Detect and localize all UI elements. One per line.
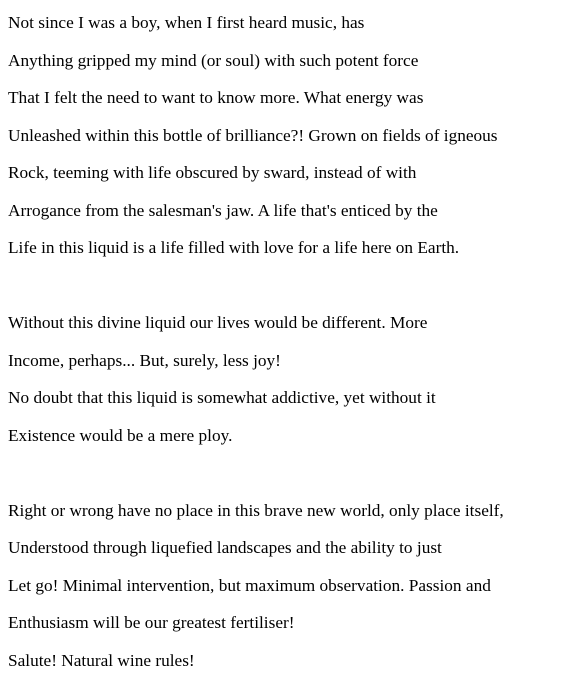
poem-line: Let go! Minimal intervention, but maximum observation. Passion and xyxy=(8,567,578,605)
poem-line: Salute! Natural wine rules! xyxy=(8,642,578,679)
poem-line: Right or wrong have no place in this brave new world, only place itself, xyxy=(8,492,578,530)
poem-document xyxy=(8,4,578,679)
poem-line: Existence would be a mere ploy. xyxy=(8,417,578,455)
stanza-1 xyxy=(8,4,578,267)
poem-line: Unleashed within this bottle of brilliance?! Grown on fields of igneous xyxy=(8,117,578,155)
poem-line: That I felt the need to want to know more. What energy was xyxy=(8,79,578,117)
poem-line: Without this divine liquid our lives would be different. More xyxy=(8,304,578,342)
poem-line: Anything gripped my mind (or soul) with such potent force xyxy=(8,42,578,80)
poem-line: Income, perhaps... But, surely, less joy! xyxy=(8,342,578,380)
poem-line: Not since I was a boy, when I first heard music, has xyxy=(8,4,578,42)
poem-line: Arrogance from the salesman's jaw. A life that's enticed by the xyxy=(8,192,578,230)
poem-line: Life in this liquid is a life filled with love for a life here on Earth. xyxy=(8,229,578,267)
poem-line: Enthusiasm will be our greatest fertiliser! xyxy=(8,604,578,642)
poem-line: Understood through liquefied landscapes and the ability to just xyxy=(8,529,578,567)
stanza-3 xyxy=(8,492,578,679)
stanza-2 xyxy=(8,304,578,454)
poem-line: Rock, teeming with life obscured by sward, instead of with xyxy=(8,154,578,192)
poem-line: No doubt that this liquid is somewhat addictive, yet without it xyxy=(8,379,578,417)
